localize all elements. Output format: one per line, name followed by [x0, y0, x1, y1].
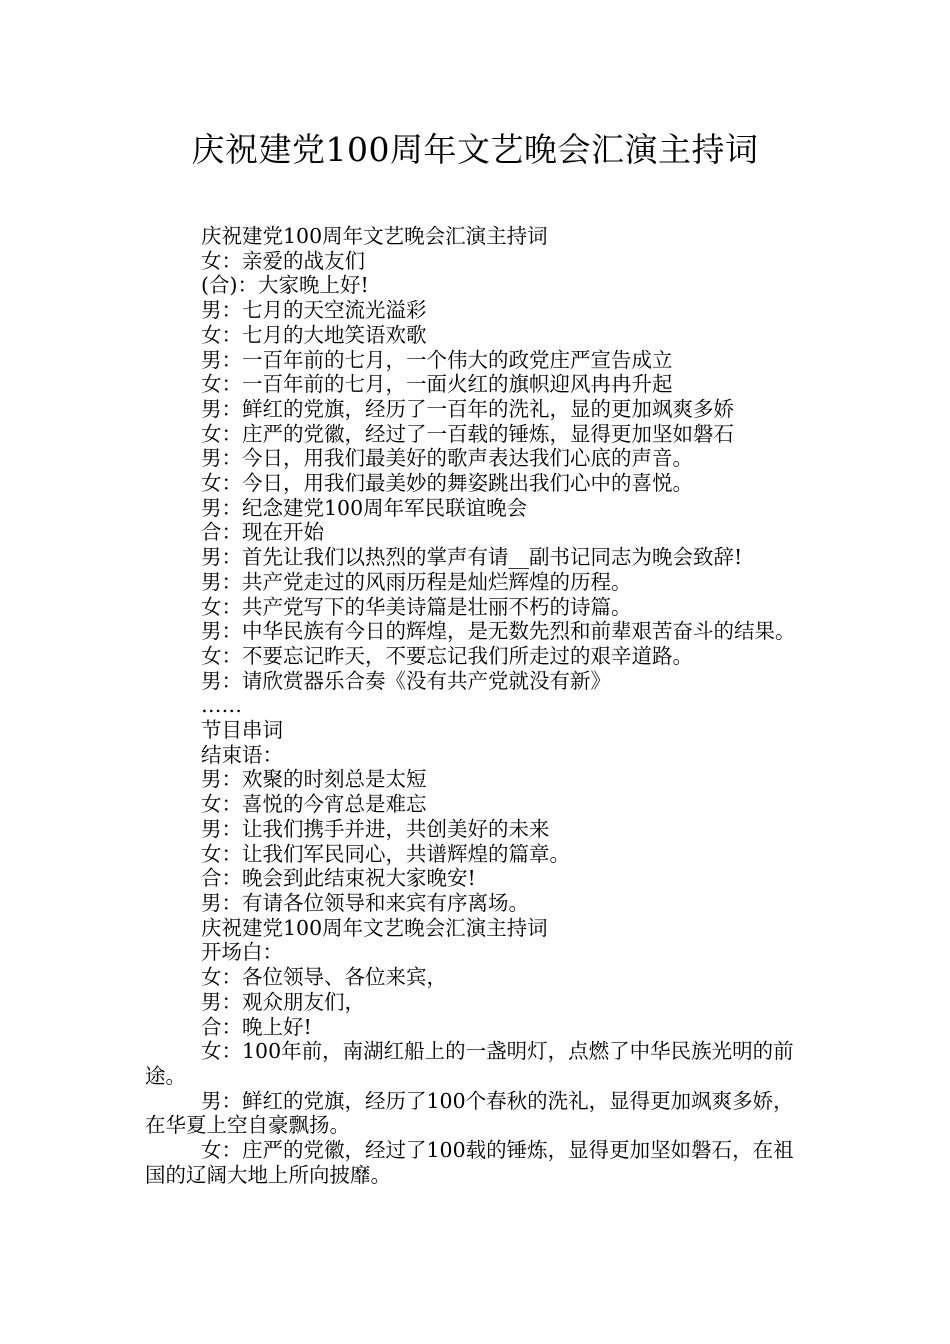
document-paragraph: 节目串词: [201, 718, 283, 743]
document-paragraph: 男：鲜红的党旗，经历了100个春秋的洗礼，显得更加飒爽多娇，在华夏上空自豪飘扬。: [145, 1088, 794, 1138]
document-paragraph: 女：亲爱的战友们: [201, 248, 365, 273]
document-paragraph: 男：首先让我们以热烈的掌声有请__副书记同志为晚会致辞!: [201, 545, 743, 570]
document-paragraph: 男：共产党走过的风雨历程是灿烂辉煌的历程。: [201, 569, 632, 594]
document-paragraph: 庆祝建党100周年文艺晚会汇演主持词: [201, 224, 548, 248]
document-paragraph: 女：七月的大地笑语欢歌: [201, 322, 427, 347]
document-paragraph: 合：现在开始: [201, 520, 324, 545]
document-paragraph: (合)：大家晚上好!: [201, 273, 369, 298]
document-paragraph: 女：一百年前的七月，一面火红的旗帜迎风冉冉升起: [201, 372, 673, 397]
document-paragraph: 合：晚上好!: [201, 1014, 312, 1039]
document-paragraph: 女：各位领导、各位来宾，: [201, 965, 447, 990]
document-paragraph: 女：100年前，南湖红船上的一盏明灯，点燃了中华民族光明的前途。: [145, 1039, 794, 1088]
document-paragraph: 男：纪念建党100周年军民联谊晚会: [201, 495, 528, 520]
document-paragraph: 男：鲜红的党旗，经历了一百年的洗礼，显的更加飒爽多娇: [201, 396, 734, 421]
document-paragraph: 合：晚会到此结束祝大家晚安!: [201, 866, 476, 891]
document-body: [145, 224, 809, 1187]
document-paragraph: 女：庄严的党徽，经过了一百载的锤炼，显得更加坚如磐石: [201, 421, 734, 446]
document-paragraph: ……: [201, 693, 242, 718]
document-paragraph: 男：七月的天空流光溢彩: [201, 298, 427, 323]
document-paragraph: 女：让我们军民同心，共谱辉煌的篇章。: [201, 841, 570, 866]
document-paragraph: 男：有请各位领导和来宾有序离场。: [201, 890, 529, 915]
document-paragraph: 开场白：: [201, 940, 283, 965]
document-paragraph: 女：喜悦的今宵总是难忘: [201, 792, 427, 817]
document-paragraph: 庆祝建党100周年文艺晚会汇演主持词: [201, 915, 548, 940]
document-paragraph: 女：共产党写下的华美诗篇是壮丽不朽的诗篇。: [201, 594, 632, 619]
document-paragraph: 女：不要忘记昨天，不要忘记我们所走过的艰辛道路。: [201, 643, 693, 668]
document-paragraph: 男：一百年前的七月，一个伟大的政党庄严宣告成立: [201, 347, 673, 372]
document-paragraph: 男：欢聚的时刻总是太短: [201, 767, 427, 792]
document-paragraph: 男：中华民族有今日的辉煌，是无数先烈和前辈艰苦奋斗的结果。: [201, 619, 796, 644]
document-paragraph: 男：让我们携手并进，共创美好的未来: [201, 816, 550, 841]
document-paragraph: 男：请欣赏器乐合奏《没有共产党就没有新》: [201, 668, 611, 693]
document-paragraph: 男：今日，用我们最美好的歌声表达我们心底的声音。: [201, 446, 693, 471]
document-paragraph: 女：庄严的党徽，经过了100载的锤炼，显得更加坚如磐石，在祖国的辽阔大地上所向披靡。: [145, 1138, 794, 1187]
document-title: 庆祝建党100周年文艺晚会汇演主持词: [191, 130, 759, 169]
document-paragraph: 结束语：: [201, 742, 283, 767]
document-paragraph: 女：今日，用我们最美妙的舞姿跳出我们心中的喜悦。: [201, 471, 693, 496]
document-paragraph: 男：观众朋友们，: [201, 989, 365, 1014]
